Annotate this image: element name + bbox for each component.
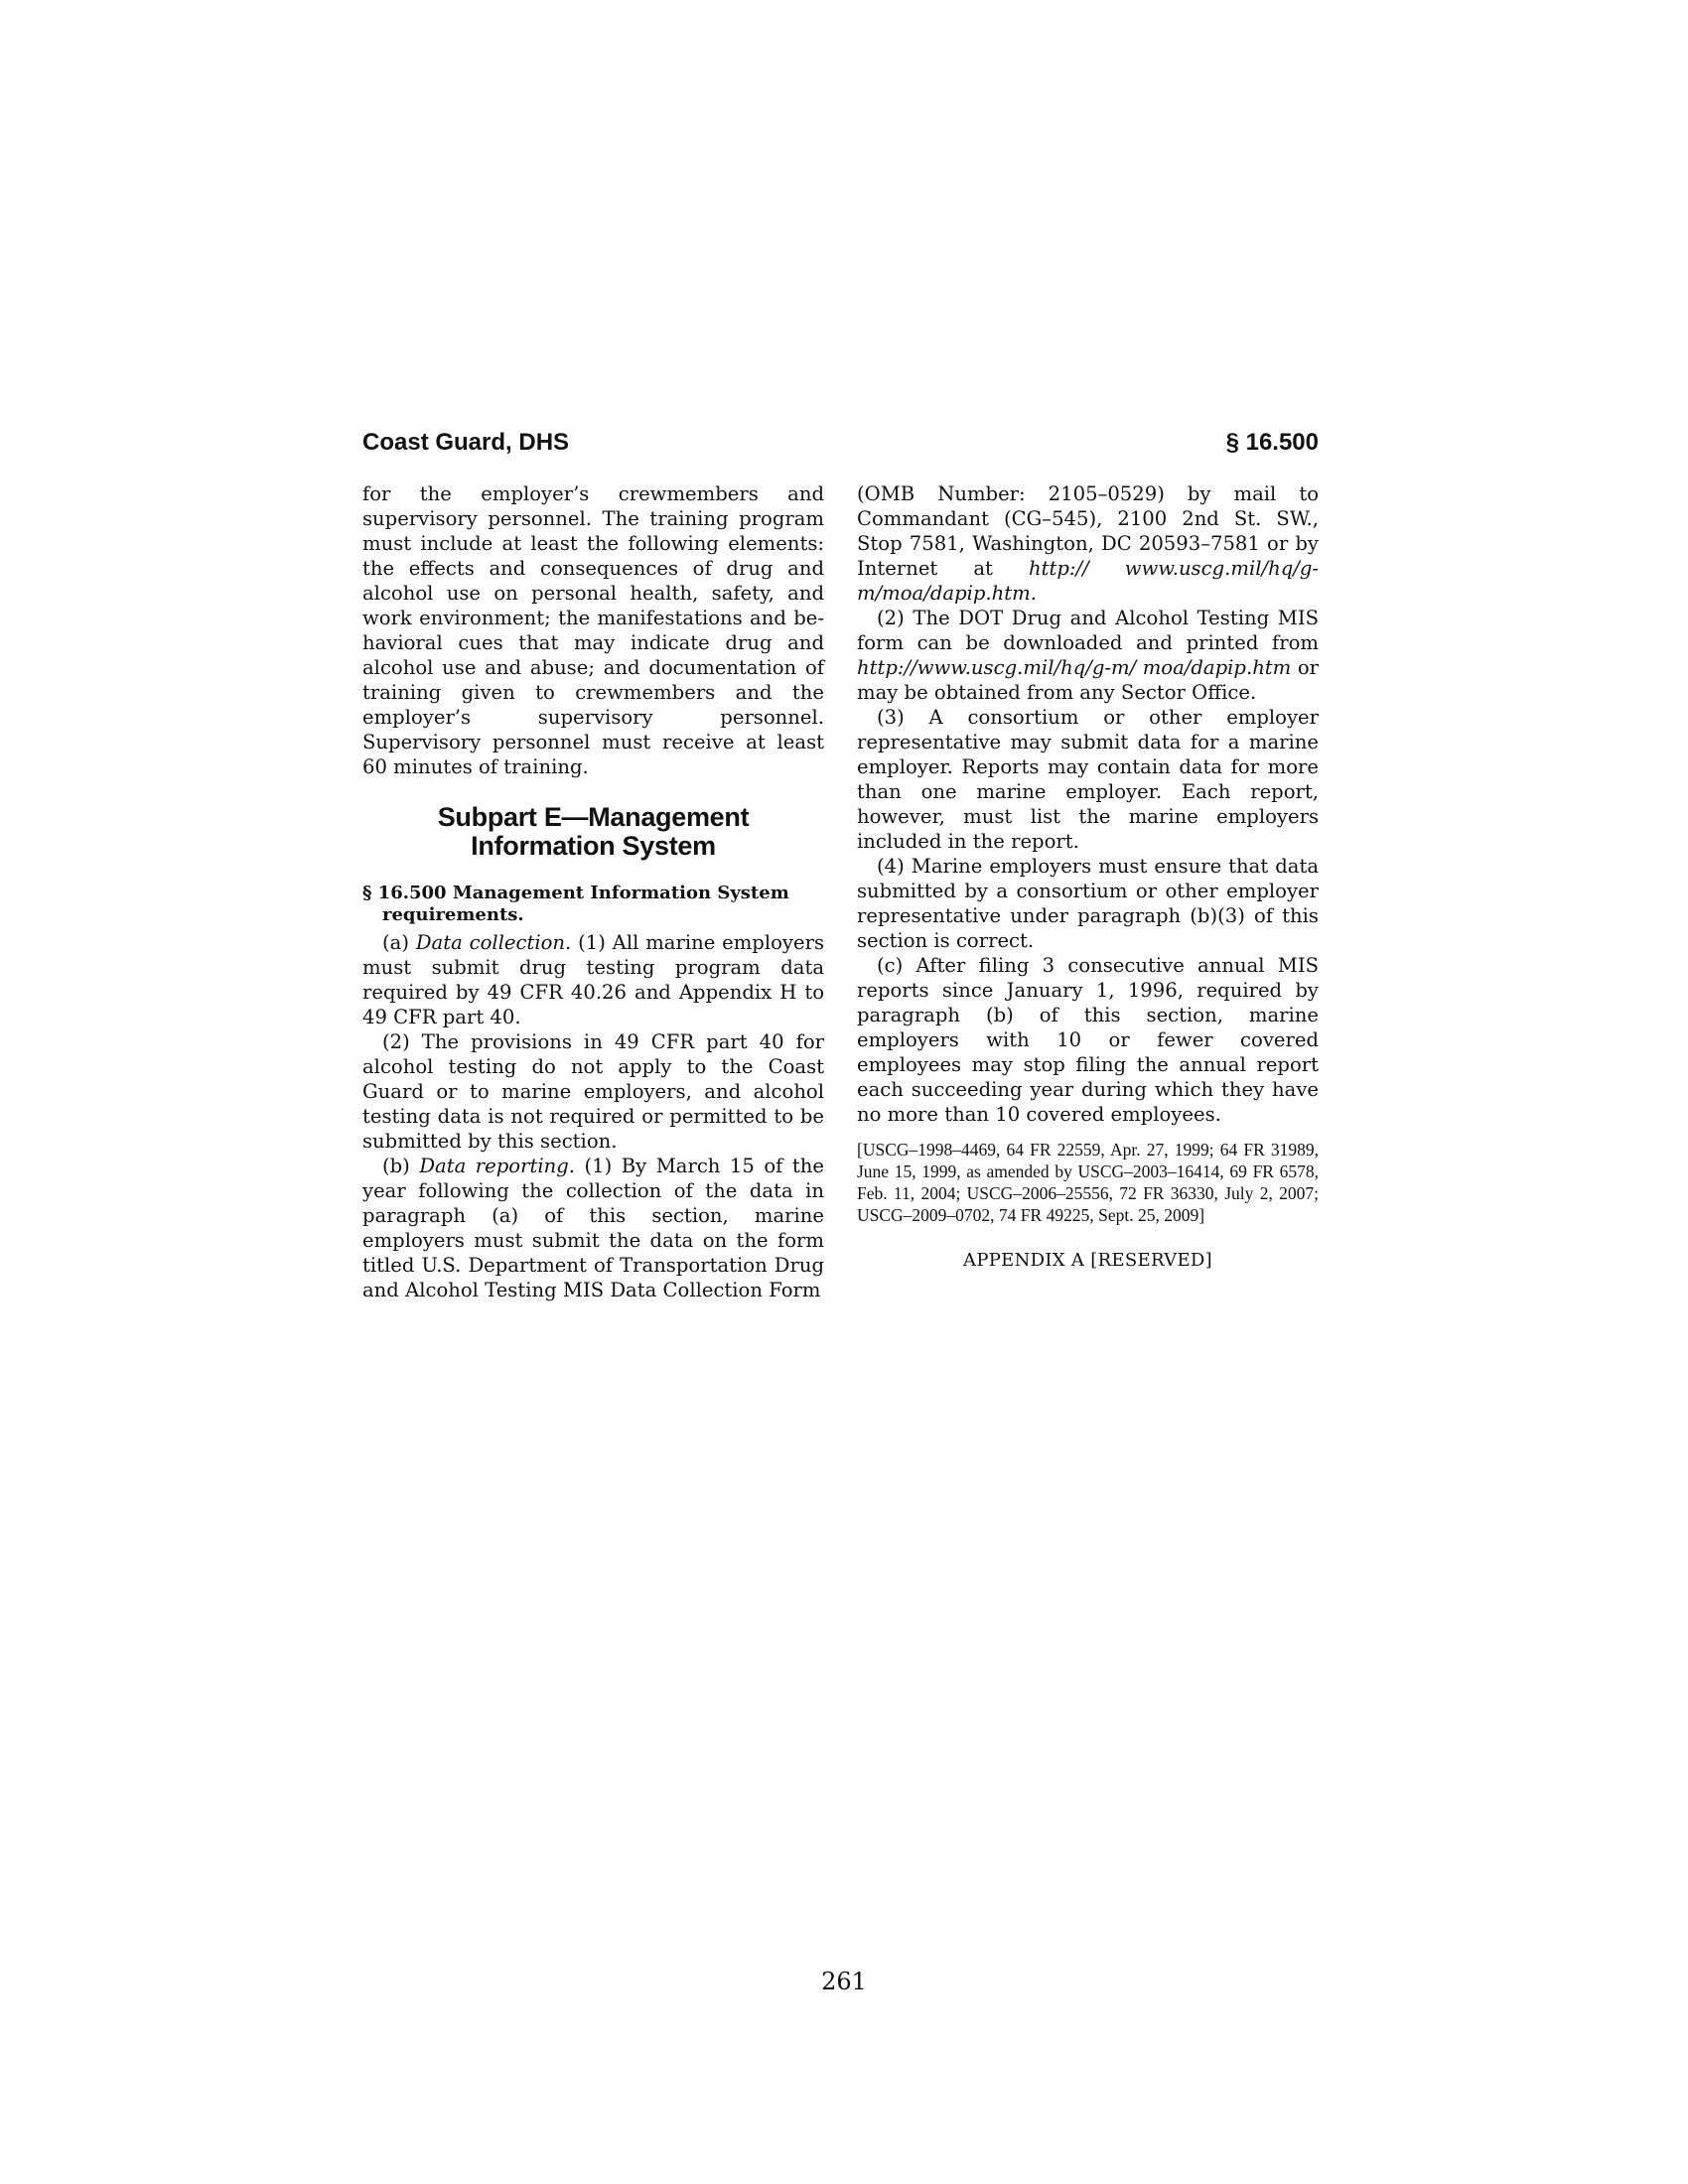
paragraph-b4: (4) Marine employers must ensure that data submitted by a consortium or other employer representative under paragraph (b)(3) of this section is correct. xyxy=(857,855,1319,952)
dapip-url-link-2[interactable]: http://www.uscg.mil/hq/g-m/ moa/dapip.htm xyxy=(857,656,1292,679)
running-header xyxy=(362,429,1319,463)
paragraph-a-title: Data collection. xyxy=(415,931,572,954)
dapip-url-link[interactable]: http:// www.uscg.mil/hq/g-m/moa/dapip.htm. xyxy=(857,557,1319,605)
appendix-heading: APPENDIX A [RESERVED] xyxy=(963,1250,1212,1271)
paragraph-a-label: (a) xyxy=(382,931,409,954)
paragraph-a1-text: (1) All marine employers must submit drug testing program data required by 49 CFR 40.26 and Appendix H to 49 CFR part 40. xyxy=(362,931,824,1028)
source-citation: [USCG–1998–4469, 64 FR 22559, Apr. 27, 1999; 64 FR 31989, June 15, 1999, as amended by USCG–2003–16414, 69 FR 6578, Feb. 11, 2004; USCG–2006–25556, 72 FR 36330, July 2, 2007; USCG–2009–0702, 74 FR 49225, Sept. 25, 2009] xyxy=(857,1140,1319,1225)
paragraph-b3: (3) A consortium or other employer representative may submit data for a marine employer. Reports may contain data for more than one marine employer. Each report, however, must list the marine employers included in the report. xyxy=(857,706,1319,853)
header-section: § 16.500 xyxy=(1225,429,1319,456)
right-column xyxy=(857,481,1319,1273)
subpart-heading xyxy=(362,803,824,861)
paragraph-b2-post: or may be obtained from any Sector Office. xyxy=(857,656,1319,704)
section-heading: § 16.500 Management Information System requirements. xyxy=(362,883,789,925)
paragraph-b2 xyxy=(857,606,1319,705)
paragraph-a1 xyxy=(362,930,824,1029)
paragraph-b-title: Data reporting. xyxy=(419,1155,575,1177)
paragraph-b1-continuation xyxy=(857,481,1319,606)
paragraph-b-label: (b) xyxy=(382,1155,410,1177)
header-agency: Coast Guard, DHS xyxy=(362,429,570,456)
paragraph-b2-pre: (2) The DOT Drug and Alcohol Testing MIS form can be downloaded and printed from xyxy=(857,607,1319,654)
paragraph-b1-text: (1) By March 15 of the year following the collection of the data in paragraph (a) of this section, marine employers must submit the data on the form titled U.S. Department of Transportation Drug and Alcohol Testing MIS Data Collection Form xyxy=(362,1155,824,1301)
subpart-heading-line1: Subpart E—Management xyxy=(437,802,750,832)
paragraph-c: (c) After filing 3 consecutive annual MIS reports since January 1, 1996, required by paragraph (b) of this section, marine employers with 10 or fewer covered employees may stop filing the annual report each succeeding year during which they have no more than 10 covered employees. xyxy=(857,954,1319,1126)
paragraph-a2: (2) The provisions in 49 CFR part 40 for alcohol testing do not apply to the Coast Guard or to marine employers, and alcohol testing data is not required or permitted to be submitted by this section. xyxy=(362,1030,824,1153)
subpart-heading-line2: Information System xyxy=(471,831,716,861)
paragraph-b1 xyxy=(362,1154,824,1302)
page-number: 261 xyxy=(821,1968,867,1995)
training-paragraph-continuation: for the employer’s crewmembers and supervisory personnel. The training program must include at least the following elements: the effects and consequences of drug and alcohol use on personal health, safety, and work environment; the manifestations and behavioral cues that may indicate drug and alcohol use and abuse; and documentation of training given to crewmembers and the employer’s supervisory personnel. Supervisory personnel must receive at least 60 minutes of training. xyxy=(362,482,824,778)
paragraph-b1-cont-text: (OMB Number: 2105–0529) by mail to Commandant (CG–545), 2100 2nd St. SW., Stop 7581, Washington, DC 20593–7581 or by Internet at xyxy=(857,482,1319,580)
left-column xyxy=(362,481,824,1302)
